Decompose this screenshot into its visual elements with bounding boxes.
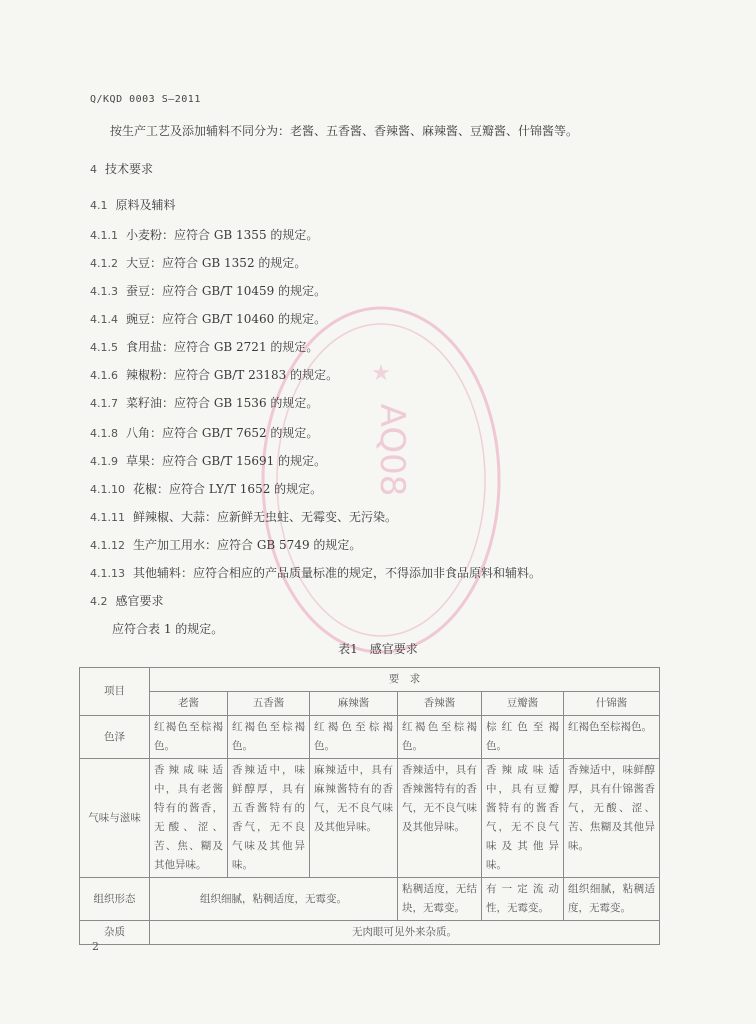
- clause-item: [90, 226, 318, 243]
- section-number: 4: [90, 163, 97, 176]
- clause-number: 4.1.11: [90, 511, 125, 524]
- clause-text: 食用盐：应符合 GB 2721 的规定。: [126, 340, 319, 354]
- table-cell: 香辣咸味适中，具有豆瓣酱特有的酱香气，无不良气味及其他异味。: [482, 759, 564, 878]
- section-title: 感官要求: [115, 594, 164, 608]
- table-caption: 表1 感官要求: [338, 642, 418, 656]
- table-subheader-row: [80, 692, 660, 716]
- requirement-header: 要 求: [150, 668, 660, 692]
- clause-text: 草果：应符合 GB/T 15691 的规定。: [126, 454, 327, 468]
- column-header: 什锦酱: [564, 692, 660, 716]
- clause-text: 生产加工用水：应符合 GB 5749 的规定。: [133, 538, 362, 552]
- row-label: 杂质: [80, 921, 150, 945]
- table-cell: 棕红色至褐色。: [482, 716, 564, 759]
- table-cell: 粘稠适度，无结块，无霉变。: [398, 878, 482, 921]
- clause-text: 鲜辣椒、大蒜：应新鲜无虫蛀、无霉变、无污染。: [133, 510, 398, 524]
- table-row-impurity: [80, 921, 660, 945]
- clause-text: 其他辅料：应符合相应的产品质量标准的规定，不得添加非食品原料和辅料。: [133, 566, 542, 580]
- clause-number: 4.1.12: [90, 539, 125, 552]
- clause-text: 豌豆：应符合 GB/T 10460 的规定。: [126, 312, 327, 326]
- clause-text: 辣椒粉：应符合 GB/T 23183 的规定。: [126, 368, 339, 382]
- clause-item: [90, 366, 338, 383]
- page-number: 2: [92, 940, 99, 953]
- row-label: 组织形态: [80, 878, 150, 921]
- clause-number: 4.1.1: [90, 229, 118, 242]
- table-cell: 红褐色至棕褐色。: [150, 716, 228, 759]
- section-text: 应符合表 1 的规定。: [112, 622, 224, 636]
- table-cell: 红褐色至棕褐色。: [398, 716, 482, 759]
- section-title: 原料及辅料: [115, 198, 176, 212]
- table-cell: 红褐色至棕褐色。: [310, 716, 398, 759]
- clause-item: [90, 338, 318, 355]
- clause-item: [90, 564, 541, 581]
- clause-item: [90, 480, 322, 497]
- document-code: Q/KQD 0003 S—2011: [90, 94, 201, 105]
- clause-item: [90, 452, 326, 469]
- table-row-aroma: [80, 759, 660, 878]
- clause-number: 4.1.6: [90, 369, 118, 382]
- table-header-row: [80, 668, 660, 692]
- clause-text: 大豆：应符合 GB 1352 的规定。: [126, 256, 307, 270]
- table-cell-merged: 无肉眼可见外来杂质。: [150, 921, 660, 945]
- table-cell: 香辣咸味适中，具有老酱特有的酱香，无酸、涩、苦、焦、糊及其他异味。: [150, 759, 228, 878]
- clause-item: [90, 254, 306, 271]
- column-header: 五香酱: [228, 692, 310, 716]
- svg-text:AQ08: AQ08: [372, 403, 412, 497]
- clause-number: 4.1.5: [90, 341, 118, 354]
- section-number: 4.1: [90, 199, 108, 212]
- table-cell: 香辣适中，味鲜醇厚，具有五香酱特有的香气，无不良气味及其他异味。: [228, 759, 310, 878]
- row-label: 色泽: [80, 716, 150, 759]
- clause-number: 4.1.8: [90, 427, 118, 440]
- table-cell-merged: 组织细腻，粘稠适度，无霉变。: [150, 878, 398, 921]
- table-cell: 香辣适中，味鲜醇厚，具有什锦酱香气，无酸、涩、苦、焦糊及其他异味。: [564, 759, 660, 878]
- sensory-requirements-table: [79, 667, 660, 945]
- table-cell: 香辣适中，具有香辣酱特有的香气，无不良气味及其他异味。: [398, 759, 482, 878]
- table-row-texture: [80, 878, 660, 921]
- clause-number: 4.1.7: [90, 397, 118, 410]
- section-heading-4: [90, 160, 153, 177]
- table-cell: 有一定流动性，无霉变。: [482, 878, 564, 921]
- clause-number: 4.1.4: [90, 313, 118, 326]
- column-header: 老酱: [150, 692, 228, 716]
- table-cell: 麻辣适中，具有麻辣酱特有的香气，无不良气味及其他异味。: [310, 759, 398, 878]
- intro-paragraph: 按生产工艺及添加辅料不同分为：老酱、五香酱、香辣酱、麻辣酱、豆瓣酱、什锦酱等。: [110, 124, 579, 138]
- clause-text: 蚕豆：应符合 GB/T 10459 的规定。: [126, 284, 327, 298]
- section-heading-4-1: [90, 196, 176, 213]
- clause-text: 花椒：应符合 LY/T 1652 的规定。: [133, 482, 323, 496]
- clause-item: [90, 508, 397, 525]
- clause-number: 4.1.2: [90, 257, 118, 270]
- clause-text: 八角：应符合 GB/T 7652 的规定。: [126, 426, 319, 440]
- column-header: 香辣酱: [398, 692, 482, 716]
- section-title: 技术要求: [105, 162, 154, 176]
- clause-item: [90, 282, 326, 299]
- clause-item: [90, 310, 326, 327]
- svg-text:★: ★: [371, 361, 391, 386]
- section-heading-4-2: [90, 592, 164, 609]
- clause-item: [90, 394, 318, 411]
- table-cell: 红褐色至棕褐色。: [564, 716, 660, 759]
- table-cell: 组织细腻，粘稠适度，无霉变。: [564, 878, 660, 921]
- clause-text: 菜籽油：应符合 GB 1536 的规定。: [126, 396, 319, 410]
- column-header: 豆瓣酱: [482, 692, 564, 716]
- clause-text: 小麦粉：应符合 GB 1355 的规定。: [126, 228, 319, 242]
- item-header: 项目: [80, 668, 150, 716]
- column-header: 麻辣酱: [310, 692, 398, 716]
- clause-item: [90, 536, 361, 553]
- row-label: 气味与滋味: [80, 759, 150, 878]
- clause-number: 4.1.9: [90, 455, 118, 468]
- clause-number: 4.1.13: [90, 567, 125, 580]
- clause-number: 4.1.3: [90, 285, 118, 298]
- table-row-color: [80, 716, 660, 759]
- clause-number: 4.1.10: [90, 483, 125, 496]
- section-number: 4.2: [90, 595, 108, 608]
- table-cell: 红褐色至棕褐色。: [228, 716, 310, 759]
- clause-item: [90, 424, 318, 441]
